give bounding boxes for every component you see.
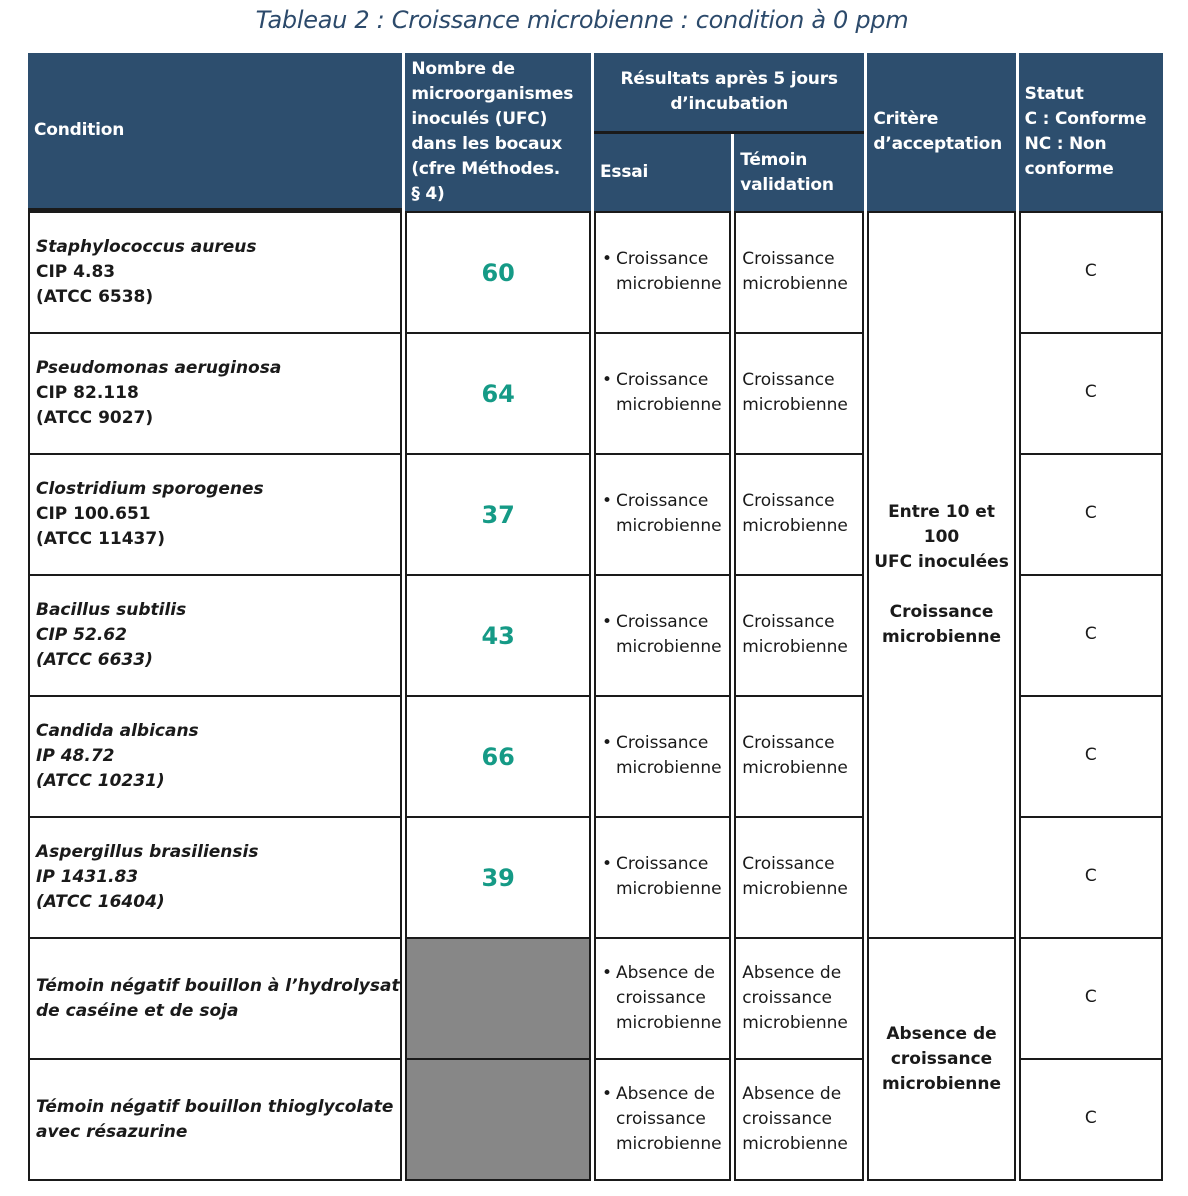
table-row	[28, 211, 1163, 334]
statut-cell: C	[1019, 1060, 1163, 1181]
control-condition-cell: Témoin négatif bouillon à l’hydrolysat de caséine et de soja	[28, 939, 402, 1060]
temoin-cell: Croissance microbienne	[734, 576, 864, 697]
header-resultats: Résultats après 5 jours d’incubation	[594, 53, 864, 134]
essai-cell: • Croissance microbienne	[594, 334, 731, 455]
temoin-cell: Croissance microbienne	[734, 211, 864, 334]
essai-cell: • Croissance microbienne	[594, 455, 731, 576]
header-statut: Statut C : Conforme NC : Non conforme	[1019, 53, 1163, 211]
temoin-cell: Croissance microbienne	[734, 818, 864, 939]
header-temoin: Témoin validation	[734, 134, 864, 211]
ufc-count: 66	[405, 697, 591, 818]
ufc-count: 60	[405, 211, 591, 334]
critere-absence: Absence de croissance microbienne	[867, 939, 1015, 1181]
essai-cell: • Croissance microbienne	[594, 697, 731, 818]
essai-cell: • Croissance microbienne	[594, 818, 731, 939]
temoin-cell: Croissance microbienne	[734, 455, 864, 576]
essai-cell: • Absence de croissance microbienne	[594, 1060, 731, 1181]
statut-cell: C	[1019, 697, 1163, 818]
control-condition-cell: Témoin négatif bouillon thioglycolate avec résazurine	[28, 1060, 402, 1181]
table-row	[28, 939, 1163, 1060]
critere-croissance: Entre 10 et 100 UFC inoculées Croissance microbienne	[867, 211, 1015, 939]
essai-cell: • Croissance microbienne	[594, 576, 731, 697]
condition-cell: Bacillus subtilis CIP 52.62 (ATCC 6633)	[28, 576, 402, 697]
statut-cell: C	[1019, 818, 1163, 939]
condition-cell: Pseudomonas aeruginosa CIP 82.118 (ATCC 9027)	[28, 334, 402, 455]
condition-cell: Aspergillus brasiliensis IP 1431.83 (ATCC 16404)	[28, 818, 402, 939]
ufc-count: 39	[405, 818, 591, 939]
gray-filler-cell	[405, 1060, 591, 1181]
ufc-count: 37	[405, 455, 591, 576]
condition-cell: Clostridium sporogenes CIP 100.651 (ATCC 11437)	[28, 455, 402, 576]
condition-cell: Staphylococcus aureus CIP 4.83 (ATCC 6538)	[28, 211, 402, 334]
essai-cell: • Croissance microbienne	[594, 211, 731, 334]
gray-filler-cell	[405, 939, 591, 1060]
statut-cell: C	[1019, 455, 1163, 576]
ufc-count: 43	[405, 576, 591, 697]
header-nombre: Nombre de microorganismes inoculés (UFC) dans les bocaux (cfre Méthodes. § 4)	[405, 53, 591, 211]
statut-cell: C	[1019, 939, 1163, 1060]
condition-cell: Candida albicans IP 48.72 (ATCC 10231)	[28, 697, 402, 818]
temoin-cell: Croissance microbienne	[734, 334, 864, 455]
temoin-cell: Croissance microbienne	[734, 697, 864, 818]
header-critere: Critère d’acceptation	[867, 53, 1015, 211]
statut-cell: C	[1019, 211, 1163, 334]
temoin-cell: Absence de croissance microbienne	[734, 939, 864, 1060]
table-caption: Tableau 2 : Croissance microbienne : condition à 0 ppm	[255, 6, 909, 34]
results-table	[25, 53, 1166, 1181]
statut-cell: C	[1019, 576, 1163, 697]
header-essai: Essai	[594, 134, 731, 211]
header-condition: Condition	[28, 53, 402, 211]
ufc-count: 64	[405, 334, 591, 455]
essai-cell: • Absence de croissance microbienne	[594, 939, 731, 1060]
temoin-cell: Absence de croissance microbienne	[734, 1060, 864, 1181]
statut-cell: C	[1019, 334, 1163, 455]
